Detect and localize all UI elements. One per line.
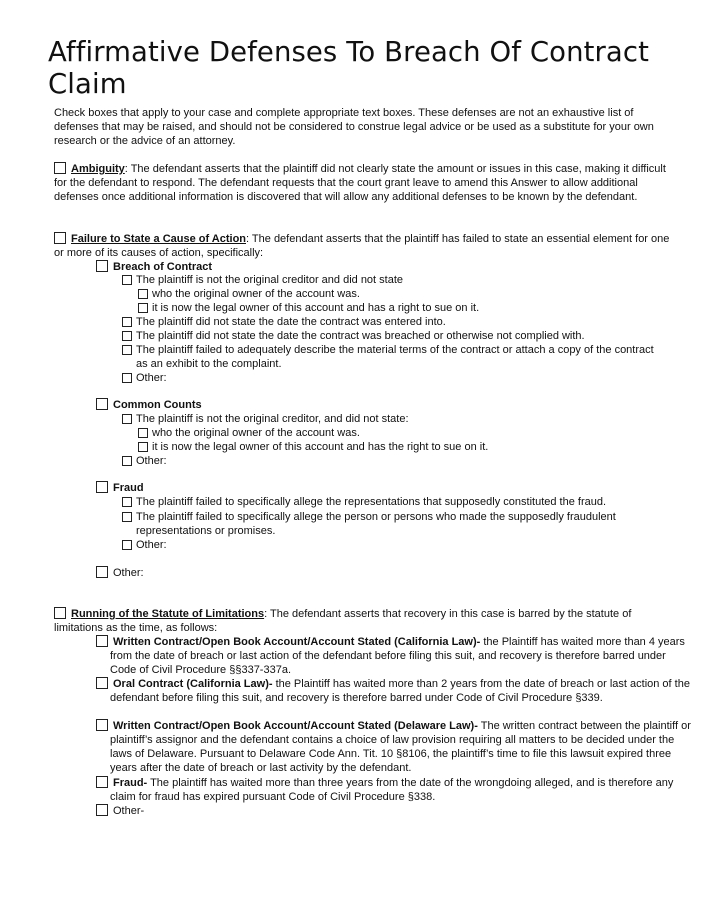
page-title: Affirmative Defenses To Breach Of Contract Claim <box>48 36 649 100</box>
limitations-written-de-label: Written Contract/Open Book Account/Account Stated (Delaware Law)- <box>113 720 478 732</box>
fraud-other-checkbox[interactable] <box>122 540 132 550</box>
fraud-row <box>96 481 144 495</box>
limitations-other-checkbox[interactable] <box>96 804 108 816</box>
fraud-other-label: Other: <box>136 539 167 551</box>
common-legal-owner-row <box>138 440 488 454</box>
fraud-representations-text: The plaintiff failed to specifically allege the representations that supposedly constituted the fraud. <box>136 496 607 508</box>
failure-other-checkbox[interactable] <box>96 566 108 578</box>
failure-checkbox[interactable] <box>54 232 66 244</box>
ambiguity-heading: Ambiguity <box>71 163 125 175</box>
ambiguity-checkbox[interactable] <box>54 162 66 174</box>
limitations-oral-ca-label: Oral Contract (California Law)- <box>113 678 273 690</box>
common-who-owner-checkbox[interactable] <box>138 428 148 438</box>
common-not-creditor-text: The plaintiff is not the original creditor, and did not state: <box>136 413 409 425</box>
common-counts-label: Common Counts <box>113 399 202 411</box>
common-who-owner-text: who the original owner of the account was. <box>152 427 360 439</box>
breach-who-owner-checkbox[interactable] <box>138 289 148 299</box>
limitations-text: : The defendant asserts that recovery in this case is barred by the statute of limitations as the time, as follows: <box>54 608 632 634</box>
fraud-persons-row <box>122 510 666 538</box>
fraud-checkbox[interactable] <box>96 481 108 493</box>
limitations-heading: Running of the Statute of Limitations <box>71 608 265 620</box>
common-other-label: Other: <box>136 455 167 467</box>
breach-date-entered-checkbox[interactable] <box>122 317 132 327</box>
ambiguity-text: : The defendant asserts that the plaintiff did not clearly state the amount or issues in this case, making it difficult for the defendant to respond. The defendant requests that the court grant leave to amend this Answer to allow additional defenses once additional information is discovered that will allow any additional defenses to be known by the defendant. <box>54 163 666 203</box>
failure-section <box>54 232 678 260</box>
breach-legal-owner-row <box>138 301 479 315</box>
limitations-other-row <box>96 804 144 818</box>
fraud-label: Fraud <box>113 482 144 494</box>
common-other-checkbox[interactable] <box>122 456 132 466</box>
intro-text: Check boxes that apply to your case and complete appropriate text boxes. These defenses are not an exhaustive list of defenses that may be raised, and should not be considered to construe legal advice or be used as a substitute for your own research or the advice of an attorney. <box>54 107 654 147</box>
breach-date-breached-checkbox[interactable] <box>122 331 132 341</box>
common-not-creditor-row <box>122 412 409 426</box>
limitations-oral-ca-row <box>96 677 694 705</box>
common-counts-checkbox[interactable] <box>96 398 108 410</box>
breach-of-contract-label: Breach of Contract <box>113 261 213 273</box>
breach-other-label: Other: <box>136 372 167 384</box>
failure-text: : The defendant asserts that the plaintiff has failed to state an essential element for one or more of its causes of action, specifically: <box>54 233 670 259</box>
breach-who-owner-text: who the original owner of the account was. <box>152 288 360 300</box>
limitations-fraud-row <box>96 776 694 804</box>
breach-not-creditor-checkbox[interactable] <box>122 275 132 285</box>
limitations-written-ca-text: the Plaintiff has waited more than 4 years from the date of breach or last action of the defendant before filing this suit, and recovery is therefore barred under Code of Civil Procedure §§337-337a. <box>110 636 685 676</box>
breach-date-breached-row <box>122 329 585 343</box>
limitations-oral-ca-checkbox[interactable] <box>96 677 108 689</box>
breach-legal-owner-checkbox[interactable] <box>138 303 148 313</box>
failure-other-label: Other: <box>113 567 144 579</box>
common-legal-owner-text: it is now the legal owner of this account and has the right to sue on it. <box>152 441 489 453</box>
common-not-creditor-checkbox[interactable] <box>122 414 132 424</box>
breach-of-contract-row <box>96 260 212 274</box>
breach-terms-checkbox[interactable] <box>122 345 132 355</box>
common-legal-owner-checkbox[interactable] <box>138 442 148 452</box>
limitations-oral-ca-text: the Plaintiff has waited more than 2 years from the date of breach or last action of the defendant before filing this suit, and recovery is therefore barred under Code of Civil Procedure §339. <box>110 678 690 704</box>
failure-other-row <box>96 566 144 580</box>
common-counts-row <box>96 398 202 412</box>
limitations-fraud-text: The plaintiff has waited more than three years from the date of the wrongdoing alleged, and is therefore any claim for fraud has expired pursuant Code of Civil Procedure §338. <box>110 777 674 803</box>
ambiguity-section <box>54 162 672 204</box>
limitations-written-de-row <box>96 719 694 775</box>
limitations-other-label: Other- <box>113 805 145 817</box>
breach-date-entered-text: The plaintiff did not state the date the contract was entered into. <box>136 316 446 328</box>
limitations-fraud-checkbox[interactable] <box>96 776 108 788</box>
common-other-row <box>122 454 167 468</box>
breach-date-breached-text: The plaintiff did not state the date the contract was breached or otherwise not complied with. <box>136 330 585 342</box>
limitations-written-ca-checkbox[interactable] <box>96 635 108 647</box>
breach-of-contract-checkbox[interactable] <box>96 260 108 272</box>
limitations-section <box>54 607 680 635</box>
failure-heading: Failure to State a Cause of Action <box>71 233 247 245</box>
limitations-fraud-label: Fraud- <box>113 777 148 789</box>
fraud-representations-checkbox[interactable] <box>122 497 132 507</box>
breach-other-row <box>122 371 167 385</box>
breach-legal-owner-text: it is now the legal owner of this account and has a right to sue on it. <box>152 302 480 314</box>
fraud-persons-text: The plaintiff failed to specifically allege the person or persons who made the supposedly fraudulent representations or promises. <box>136 511 616 537</box>
limitations-written-ca-row <box>96 635 694 677</box>
fraud-persons-checkbox[interactable] <box>122 512 132 522</box>
fraud-other-row <box>122 538 167 552</box>
breach-date-entered-row <box>122 315 446 329</box>
breach-who-owner-row <box>138 287 360 301</box>
limitations-written-de-text: The written contract between the plaintiff or plaintiff’s assignor and the defendant contains a choice of law provision requiring all matters to be decided under the laws of Delaware. Pursuant to Delaware Code Ann. Tit. 10 §8106, the plaintiff’s time to file this lawsuit expired three years after the date of breach or last activity by the defendant. <box>110 720 691 774</box>
breach-not-creditor-text: The plaintiff is not the original creditor and did not state <box>136 274 404 286</box>
limitations-written-de-checkbox[interactable] <box>96 719 108 731</box>
breach-other-checkbox[interactable] <box>122 373 132 383</box>
fraud-representations-row <box>122 495 606 509</box>
breach-not-creditor-row <box>122 273 403 287</box>
limitations-checkbox[interactable] <box>54 607 66 619</box>
limitations-written-ca-label: Written Contract/Open Book Account/Account Stated (California Law)- <box>113 636 481 648</box>
breach-terms-text: The plaintiff failed to adequately describe the material terms of the contract or attach a copy of the contract as an exhibit to the complaint. <box>136 344 654 370</box>
breach-terms-row <box>122 343 666 371</box>
common-who-owner-row <box>138 426 360 440</box>
